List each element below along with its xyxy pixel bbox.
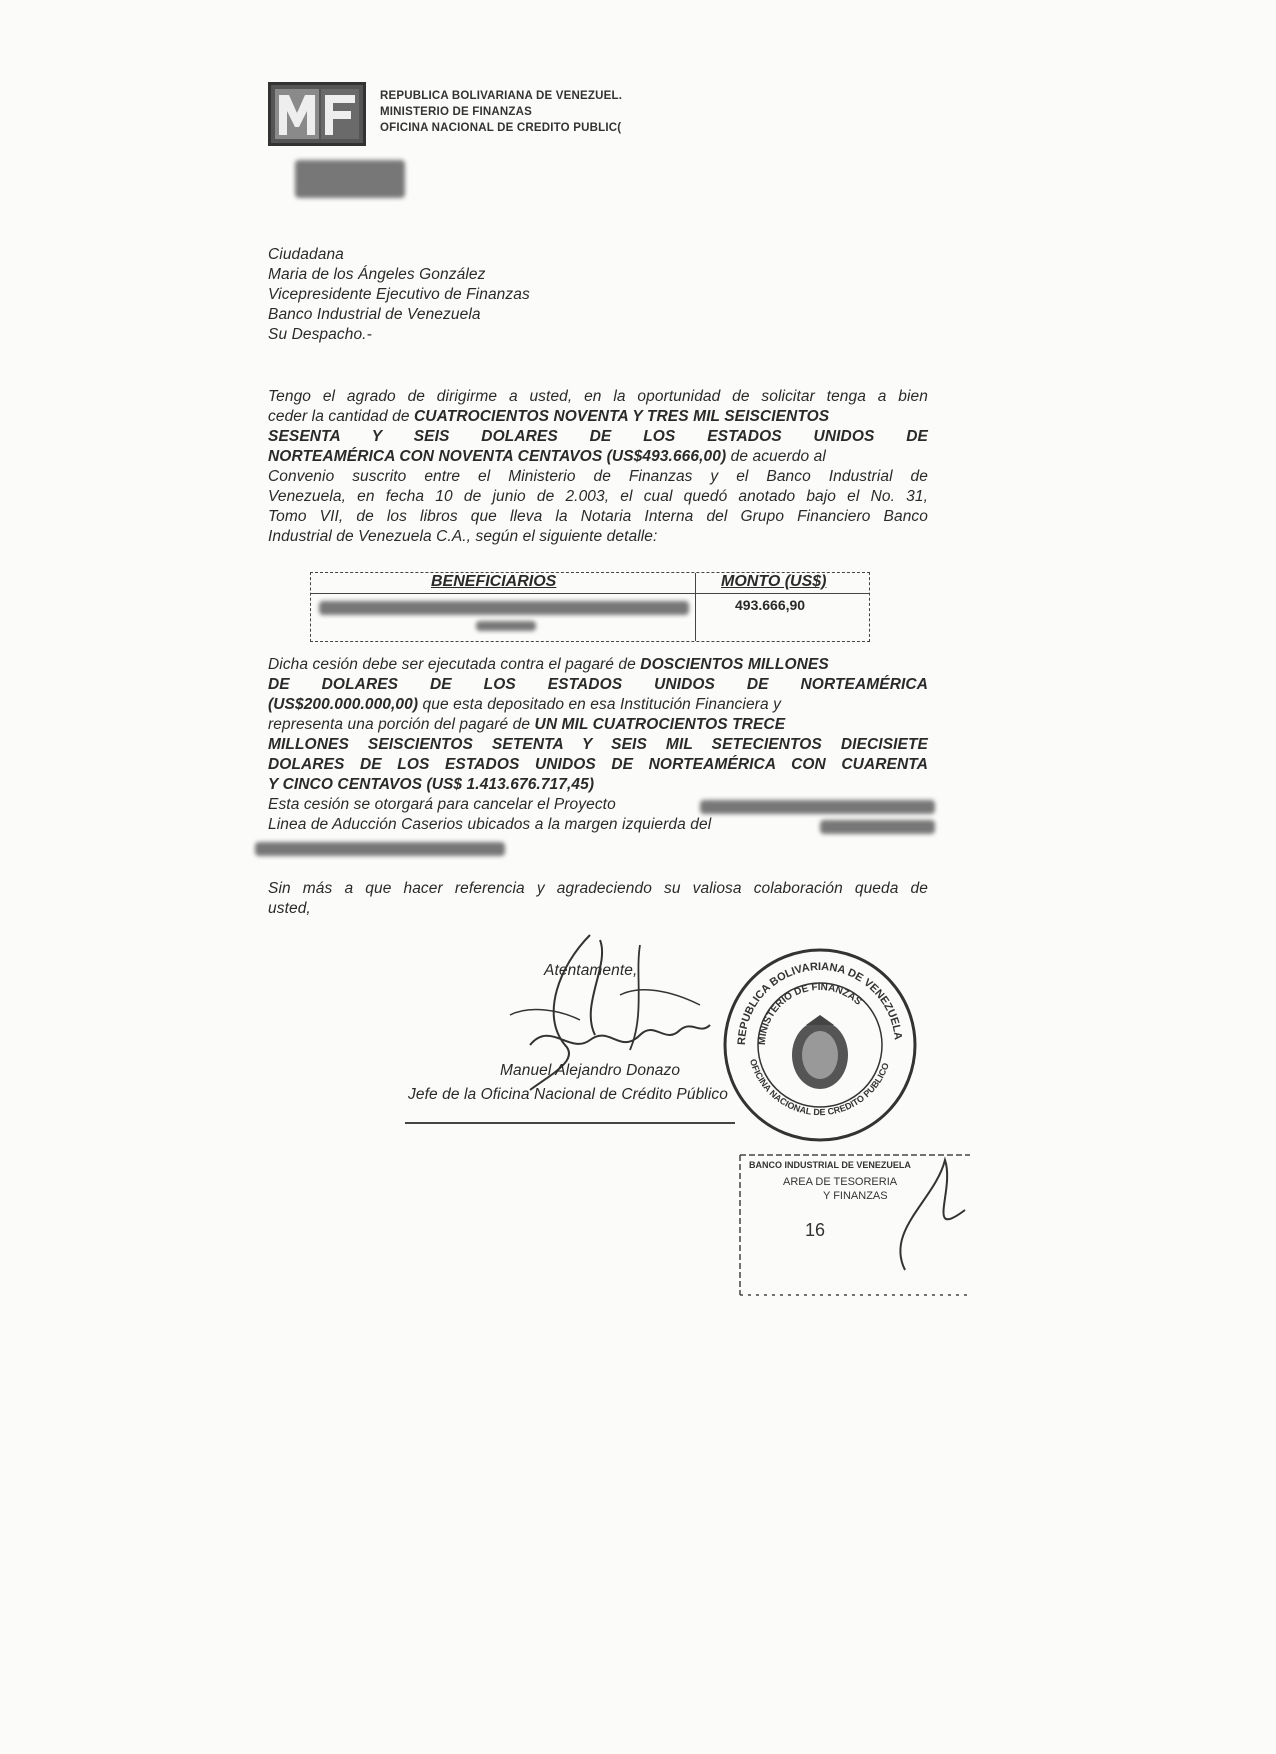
handwritten-initials [900,1160,965,1270]
total-amount-part3: DOLARES DE LOS ESTADOS UNIDOS DE NORTEAMÉRICA CON CUARENTA [268,756,928,773]
table-header-beneficiaries: BENEFICIARIOS [431,573,557,590]
body1-line6: Venezuela, en fecha 10 de junio de 2.003, el cual quedó anotado bajo el No. 31, [268,488,928,505]
recipient-title: Vicepresidente Ejecutivo de Finanzas [268,286,530,303]
official-seal [720,945,920,1145]
body2-line3 [268,696,928,714]
note-amount-figure: (US$200.000.000,00) [268,696,419,713]
header-ministry: MINISTERIO DE FINANZAS [380,106,532,118]
body2-line1 [268,656,928,674]
seal-outer-bottom: OFICINA NACIONAL DE CREDITO PUBLICO [747,1057,891,1118]
signer-position: Jefe de la Oficina Nacional de Crédito Público [408,1086,728,1103]
header-country: REPUBLICA BOLIVARIANA DE VENEZUEL. [380,90,623,102]
seal-outer-top: REPUBLICA BOLIVARIANA DE VENEZUELA [735,960,904,1046]
total-amount-part2: MILLONES SEISCIENTOS SETENTA Y SEIS MIL SETECIENTOS DIECISIETE [268,736,928,753]
closing-line1: Sin más a que hacer referencia y agradeciendo su valiosa colaboración queda de [268,880,928,897]
amount-words-part1: CUATROCIENTOS NOVENTA Y TRES MIL SEISCIENTOS [414,408,830,425]
redacted-reference [295,160,405,198]
stamp-bank-name: BANCO INDUSTRIAL DE VENEZUELA [749,1160,911,1170]
body1-line5: Convenio suscrito entre el Ministerio de Finanzas y el Banco Industrial de [268,468,928,485]
redacted-beneficiary-2 [476,621,536,631]
body1-line7: Tomo VII, de los libros que lleva la Notaria Interna del Grupo Financiero Banco [268,508,928,525]
closing-line2: usted, [268,900,311,917]
amount-words-part2: SESENTA Y SEIS DOLARES DE LOS ESTADOS UNIDOS DE [268,428,928,445]
recipient-institution: Banco Industrial de Venezuela [268,306,481,323]
ministry-logo [268,82,366,146]
note-amount-part1: DOSCIENTOS MILLONES [640,656,829,673]
bank-reception-stamp [735,1150,975,1300]
mf-logo-graphic [271,85,363,143]
stamp-date: 16 [805,1220,826,1240]
body2-line4 [268,716,928,734]
total-amount-part1: UN MIL CUATROCIENTOS TRECE [534,716,786,733]
signer-name: Manuel Alejandro Donazo [500,1062,681,1079]
body2-line9: Linea de Aducción Caserios ubicados a la margen izquierda del [268,816,712,833]
note-amount-part2: DE DOLARES DE LOS ESTADOS UNIDOS DE NORTEAMÉRICA [268,676,928,693]
body1-line4 [268,448,928,466]
signature-greeting: Atentamente, [544,962,638,979]
stamp-border [735,1150,975,1300]
body1-line1: Tengo el agrado de dirigirme a usted, en la oportunidad de solicitar tenga a bien [268,388,928,405]
beneficiaries-table [310,572,870,642]
body1-line4-text: de acuerdo al [726,448,826,465]
body1-line2-text: ceder la cantidad de [268,408,415,425]
recipient-closing: Su Despacho.- [268,326,372,343]
recipient-salutation: Ciudadana [268,246,344,263]
table-amount: 493.666,90 [735,597,806,613]
header-office: OFICINA NACIONAL DE CREDITO PUBLIC( [380,122,622,134]
body1-line2 [268,408,928,426]
stamp-area-2: Y FINANZAS [823,1190,888,1202]
body2-line4-text: representa una porción del pagaré de [268,716,535,733]
stamp-area: AREA DE TESORERIA [783,1176,898,1188]
table-header-amount: MONTO (US$) [721,573,827,590]
amount-words-part3: NORTEAMÉRICA CON NOVENTA CENTAVOS (US$493.666,00) [268,448,727,465]
redacted-project [700,800,935,814]
signature-underline [405,1122,735,1124]
redacted-beneficiary [319,601,689,615]
body1-line8: Industrial de Venezuela C.A., según el siguiente detalle: [268,528,658,545]
redacted-location-2 [255,842,505,856]
body2-line3-text: que esta depositado en esa Institución Financiera y [418,696,781,713]
body2-line8: Esta cesión se otorgará para cancelar el Proyecto [268,796,616,813]
seal-inner-top: MINISTERIO DE FINANZAS [756,981,864,1046]
total-amount-figure: Y CINCO CENTAVOS (US$ 1.413.676.717,45) [268,776,595,793]
redacted-location [820,820,935,834]
recipient-name: Maria de los Ángeles González [268,266,486,283]
body2-line1-text: Dicha cesión debe ser ejecutada contra el pagaré de [268,656,641,673]
